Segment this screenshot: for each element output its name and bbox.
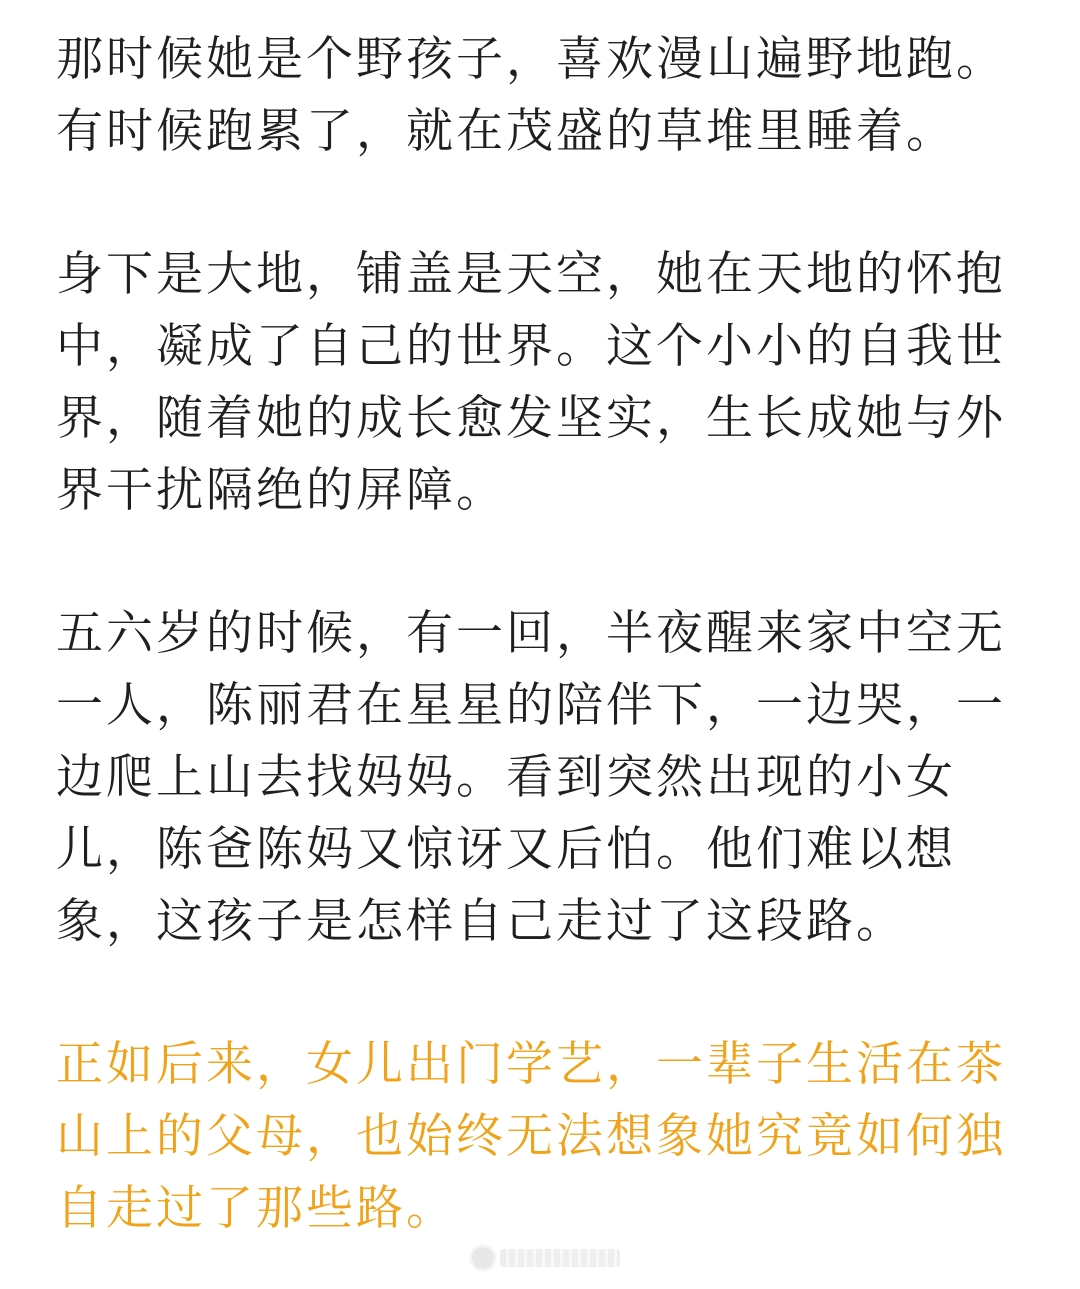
paragraph-spacer — [56, 958, 1032, 1029]
text-line: 中，凝成了自己的世界。这个小小的自我世 — [56, 319, 1006, 374]
watermark-logo-icon — [470, 1245, 496, 1271]
text-line: 边爬上山去找妈妈。看到突然出现的小女 — [56, 750, 956, 805]
text-line: 一人，陈丽君在星星的陪伴下，一边哭，一 — [56, 678, 1006, 733]
text-line: 有时候跑累了，就在茂盛的草堆里睡着。 — [56, 104, 956, 159]
watermark — [470, 1244, 620, 1272]
paragraph-4-highlighted — [56, 1029, 1032, 1245]
watermark-text-shape — [500, 1249, 620, 1267]
text-line: 那时候她是个野孩子，喜欢漫山遍野地跑。 — [56, 32, 1006, 87]
text-line: 自走过了那些路。 — [56, 1181, 456, 1236]
paragraph-3 — [56, 598, 1032, 958]
text-line: 象，这孩子是怎样自己走过了这段路。 — [56, 894, 906, 949]
text-line: 儿，陈爸陈妈又惊讶又后怕。他们难以想 — [56, 822, 956, 877]
paragraph-2 — [56, 239, 1032, 527]
paragraph-1 — [56, 24, 1032, 168]
text-line: 界，随着她的成长愈发坚实，生长成她与外 — [56, 391, 1006, 446]
text-line: 界干扰隔绝的屏障。 — [56, 463, 506, 518]
paragraph-spacer — [56, 168, 1032, 239]
paragraph-spacer — [56, 527, 1032, 598]
article-body — [56, 24, 1032, 1245]
text-line: 五六岁的时候，有一回，半夜醒来家中空无 — [56, 606, 1006, 661]
text-line: 山上的父母，也始终无法想象她究竟如何独 — [56, 1109, 1006, 1164]
text-line: 身下是大地，铺盖是天空，她在天地的怀抱 — [56, 247, 1006, 302]
text-line: 正如后来，女儿出门学艺，一辈子生活在茶 — [56, 1037, 1006, 1092]
